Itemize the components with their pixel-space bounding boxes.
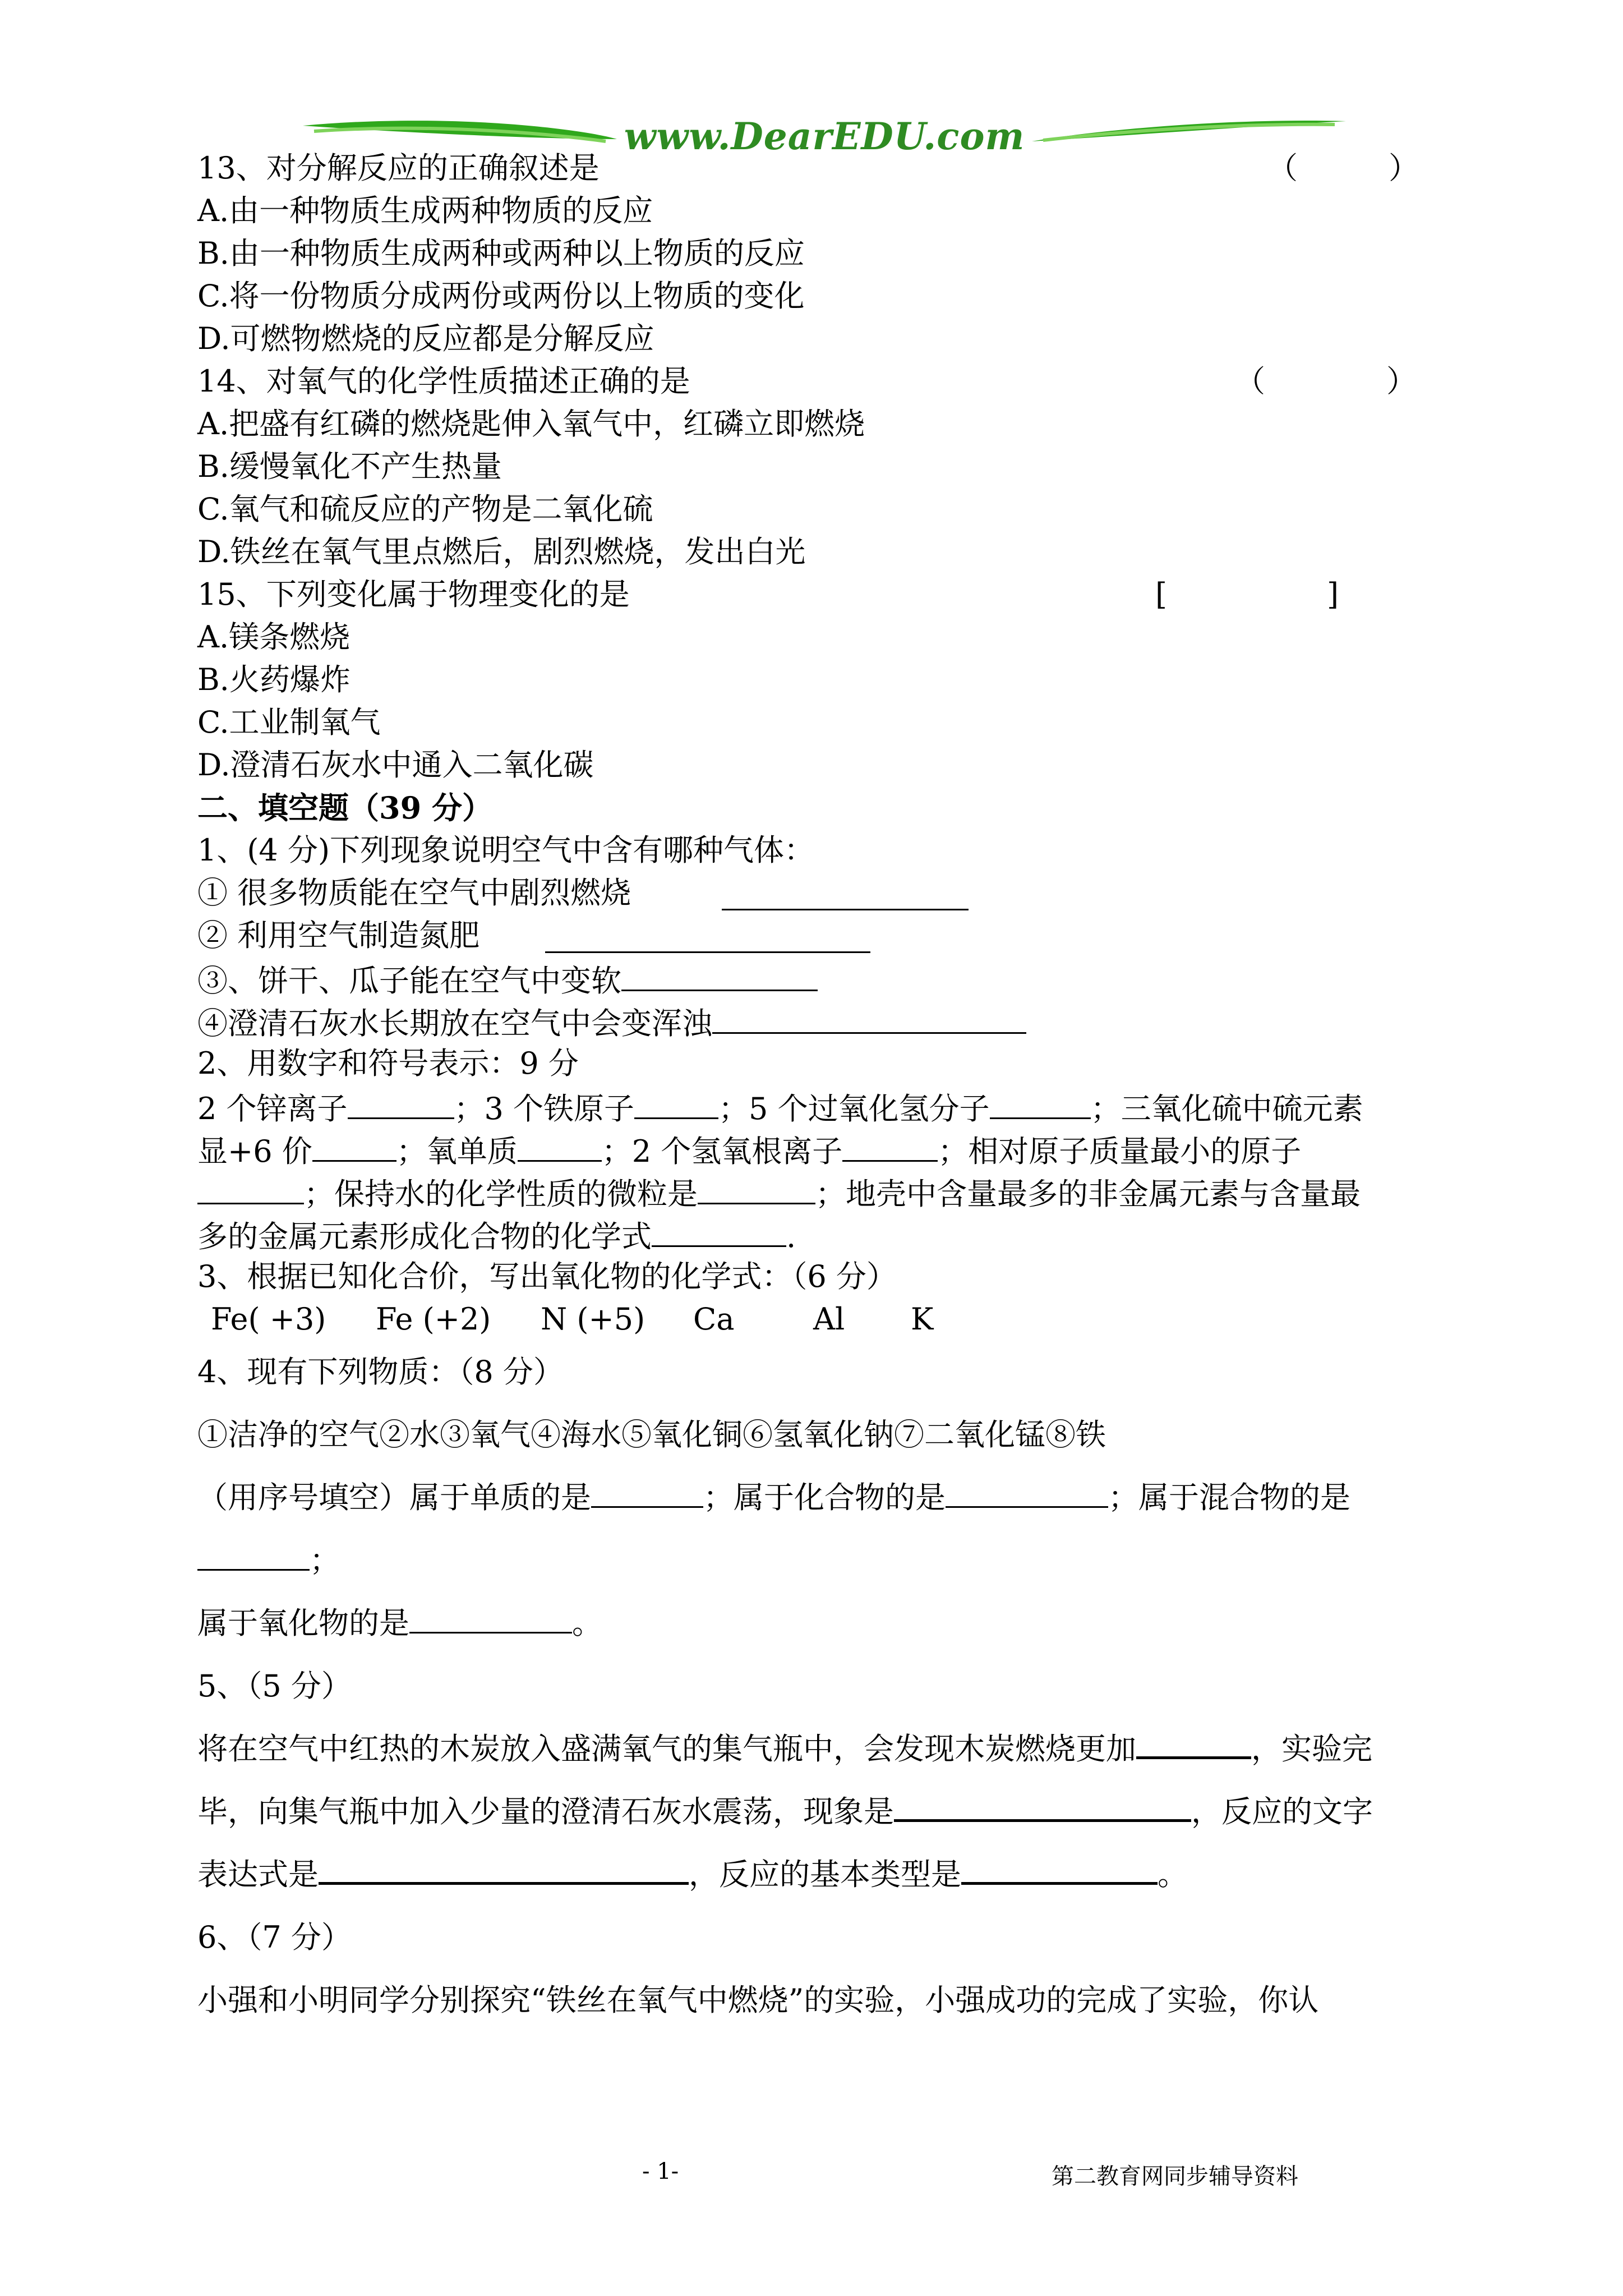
answer-blank[interactable]: [698, 1170, 815, 1204]
fill-5-line-3: 表达式是 ，反应的基本类型是 。: [197, 1843, 1454, 1906]
answer-blank[interactable]: [591, 1474, 703, 1508]
fill-4-line-2: ；: [197, 1529, 1454, 1592]
fill-4-stem: 4、现有下列物质：（8 分）: [197, 1354, 564, 1389]
answer-blank[interactable]: [545, 919, 870, 953]
question-15: [197, 573, 1454, 616]
answer-bracket-left: [: [1155, 577, 1168, 612]
option-a: A.把盛有红磷的燃烧匙伸入氧气中，红磷立即燃烧: [197, 406, 865, 441]
fill-6-stem: 6、（7 分）: [197, 1920, 352, 1955]
answer-blank[interactable]: [722, 876, 969, 910]
answer-blank[interactable]: [712, 1000, 1026, 1034]
option-b: B.缓慢氧化不产生热量: [197, 449, 502, 484]
fill-2-line-2: 显+6 价 ；氧单质 ；2 个氢氧根离子 ；相对原子质量最小的原子: [197, 1128, 1454, 1170]
answer-bracket: （ ）: [1267, 150, 1419, 186]
fill-4-line-1: （用序号填空）属于单质的是 ；属于化合物的是 ；属于混合物的是: [197, 1466, 1454, 1529]
fill-1-item-2: ② 利用空气制造氮肥: [197, 914, 1454, 957]
answer-blank[interactable]: [894, 1787, 1191, 1822]
answer-blank[interactable]: [634, 1085, 718, 1119]
question-stem: 15、下列变化属于物理变化的是: [197, 577, 630, 612]
logo-text: www.DearEDU.com: [624, 114, 1025, 158]
question-14: [197, 360, 1454, 403]
valence-item: K: [911, 1301, 934, 1337]
answer-blank[interactable]: [652, 1213, 786, 1247]
fill-1-item-1: ① 很多物质能在空气中剧烈燃烧: [197, 872, 1454, 914]
option-a: A.由一种物质生成两种物质的反应: [197, 193, 653, 228]
answer-blank[interactable]: [319, 1849, 689, 1885]
answer-blank[interactable]: [409, 1599, 572, 1634]
option-d: D.铁丝在氧气里点燃后，剧烈燃烧，发出白光: [197, 534, 806, 569]
fill-5-line-1: 将在空气中红热的木炭放入盛满氧气的集气瓶中，会发现木炭燃烧更加 ，实验完: [197, 1718, 1454, 1780]
option-c: C.工业制氧气: [197, 705, 381, 740]
footer-source: 第二教育网同步辅导资料: [1052, 2164, 1298, 2189]
fill-1-item-3: ③、饼干、瓜子能在空气中变软: [197, 957, 1454, 1000]
fill-2-line-1: 2 个锌离子 ；3 个铁原子 ；5 个过氧化氢分子 ；三氧化硫中硫元素: [197, 1085, 1454, 1128]
fill-5-stem: 5、（5 分）: [197, 1668, 352, 1704]
fill-6-line-1: 小强和小明同学分别探究“铁丝在氧气中燃烧”的实验，小强成功的完成了实验，你认: [197, 1982, 1319, 2018]
fill-2-line-4: 多的金属元素形成化合物的化学式 .: [197, 1213, 1454, 1255]
option-b: B.火药爆炸: [197, 662, 351, 697]
section-title: 二、填空题（39 分）: [197, 790, 492, 826]
answer-blank[interactable]: [312, 1128, 396, 1162]
option-d: D.澄清石灰水中通入二氧化碳: [197, 747, 594, 783]
valence-item: N (+5): [541, 1301, 645, 1337]
answer-blank[interactable]: [842, 1128, 938, 1162]
fill-5-line-2: 毕，向集气瓶中加入少量的澄清石灰水震荡，现象是 ，反应的文字: [197, 1780, 1454, 1843]
answer-blank[interactable]: [197, 1536, 310, 1571]
option-c: C.氧气和硫反应的产物是二氧化硫: [197, 491, 653, 527]
answer-blank[interactable]: [348, 1085, 454, 1119]
page-number: - 1-: [642, 2159, 679, 2184]
document-body: [197, 147, 1454, 2032]
fill-3-valences: [197, 1298, 1454, 1341]
question-13: [197, 147, 1454, 190]
question-stem: 14、对氧气的化学性质描述正确的是: [197, 364, 690, 399]
answer-blank[interactable]: [990, 1085, 1091, 1119]
answer-blank[interactable]: [621, 957, 818, 991]
valence-item: Ca: [693, 1301, 735, 1337]
option-b: B.由一种物质生成两种或两种以上物质的反应: [197, 236, 805, 271]
valence-item: Fe( +3): [211, 1301, 326, 1337]
answer-blank[interactable]: [1136, 1724, 1251, 1759]
option-a: A.镁条燃烧: [197, 619, 351, 655]
option-c: C.将一份物质分成两份或两份以上物质的变化: [197, 278, 805, 314]
fill-2-line-3: ；保持水的化学性质的微粒是 ；地壳中含量最多的非金属元素与含量最: [197, 1170, 1454, 1213]
fill-3-stem: 3、根据已知化合价，写出氧化物的化学式：（6 分）: [197, 1259, 897, 1294]
fill-1-stem: 1、(4 分)下列现象说明空气中含有哪种气体：: [197, 832, 815, 868]
question-stem: 13、对分解反应的正确叙述是: [197, 150, 600, 186]
answer-bracket-right: ]: [1327, 577, 1339, 612]
fill-4-line-3: 属于氧化物的是 。: [197, 1592, 1454, 1655]
answer-bracket: （ ）: [1235, 364, 1417, 399]
answer-blank[interactable]: [518, 1128, 602, 1162]
answer-blank[interactable]: [197, 1170, 304, 1204]
valence-item: Fe (+2): [376, 1301, 491, 1337]
answer-blank[interactable]: [946, 1474, 1108, 1508]
valence-item: Al: [813, 1301, 845, 1337]
answer-blank[interactable]: [961, 1849, 1158, 1885]
fill-4-materials: ①洁净的空气②水③氧气④海水⑤氧化铜⑥氢氧化钠⑦二氧化锰⑧铁: [197, 1417, 1106, 1452]
fill-2-stem: 2、用数字和符号表示：9 分: [197, 1046, 579, 1081]
fill-1-item-4: ④澄清石灰水长期放在空气中会变浑浊: [197, 1000, 1454, 1042]
option-d: D.可燃物燃烧的反应都是分解反应: [197, 321, 654, 356]
